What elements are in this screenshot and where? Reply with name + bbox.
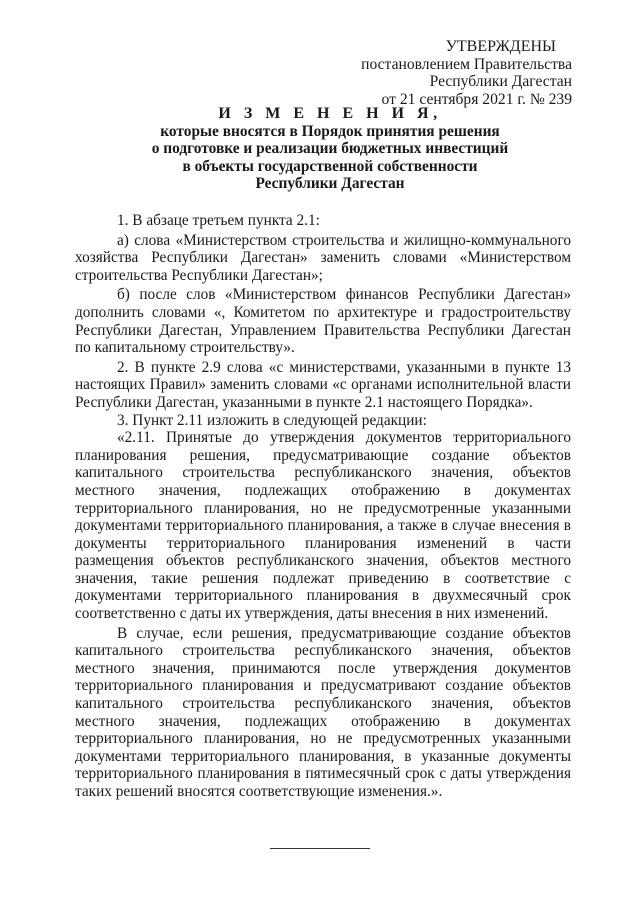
paragraph-clause-2-11: «2.11. Принятые до утверждения документов территориального планирования решения, предусматривающие создание объектов капитального строительства республиканского значения, объектов местного значения, подлежащих отображению в документах территориального планирования, но не предусмотренные указанными документами территориального планирования, а также в случае внесения в документы территориального планирования изменений в части размещения объектов республиканского значения, объектов местного значения, такие решения подлежат приведению в соответствие с документами территориального планирования в двухмесячный срок соответственно с даты их утверждения, даты внесения в них изменений. [75,429,571,623]
document-body [75,212,571,801]
closing-divider [270,848,370,849]
paragraph-item-1: 1. В абзаце третьем пункта 2.1: [117,212,320,229]
document-title [60,105,600,193]
title-line-5: Республики Дагестан [255,175,405,192]
paragraph-item-1b: б) после слов «Министерством финансов Республики Дагестан» дополнить словами «, Комитетом по архитектуре и градостроительству Республики Дагестан, Управлением Правительства Республики Дагестан по капитальному строительству». [75,286,571,357]
paragraph-item-2: 2. В пункте 2.9 слова «с министерствами, указанными в пункте 13 настоящих Правил» заменить словами «с органами исполнительной власти Республики Дагестан, указанными в пункте 2.1 настоящего Порядка». [75,358,571,411]
title-line-3: о подготовке и реализации бюджетных инвестиций [151,140,509,157]
approval-decree-line: постановлением Правительства [361,55,572,73]
paragraph-clause-2-11-continued: В случае, если решения, предусматривающие создание объектов капитального строительства республиканского значения, объектов местного значения, принимаются после утверждения документов территориального планирования и предусматривают создание объектов капитального строительства республиканского значения, объектов местного значения, подлежащих отображению в документах территориального планирования, но не предусмотренных указанными документами территориального планирования, в указанные документы территориального планирования в пятимесячный срок с даты утверждения таких решений вносятся соответствующие изменения.». [75,624,571,800]
title-line-2: которые вносятся в Порядок принятия решения [160,122,500,140]
paragraph-item-3: 3. Пункт 2.11 изложить в следующей редакции: [117,411,427,429]
paragraph-item-1a: а) слова «Министерством строительства и жилищно-коммунального хозяйства Республики Дагестан» заменить словами «Министерством строительства Республики Дагестан»; [75,231,571,284]
title-heading: И З М Е Н Е Н И Я, [218,105,442,122]
approval-republic-line: Республики Дагестан [429,73,572,90]
approval-heading: УТВЕРЖДЕНЫ [445,38,556,55]
title-line-4: в объекты государственной собственности [182,157,478,175]
approval-stamp [361,38,572,108]
approval-date-number: от 21 сентября 2021 г. № 239 [381,90,572,108]
